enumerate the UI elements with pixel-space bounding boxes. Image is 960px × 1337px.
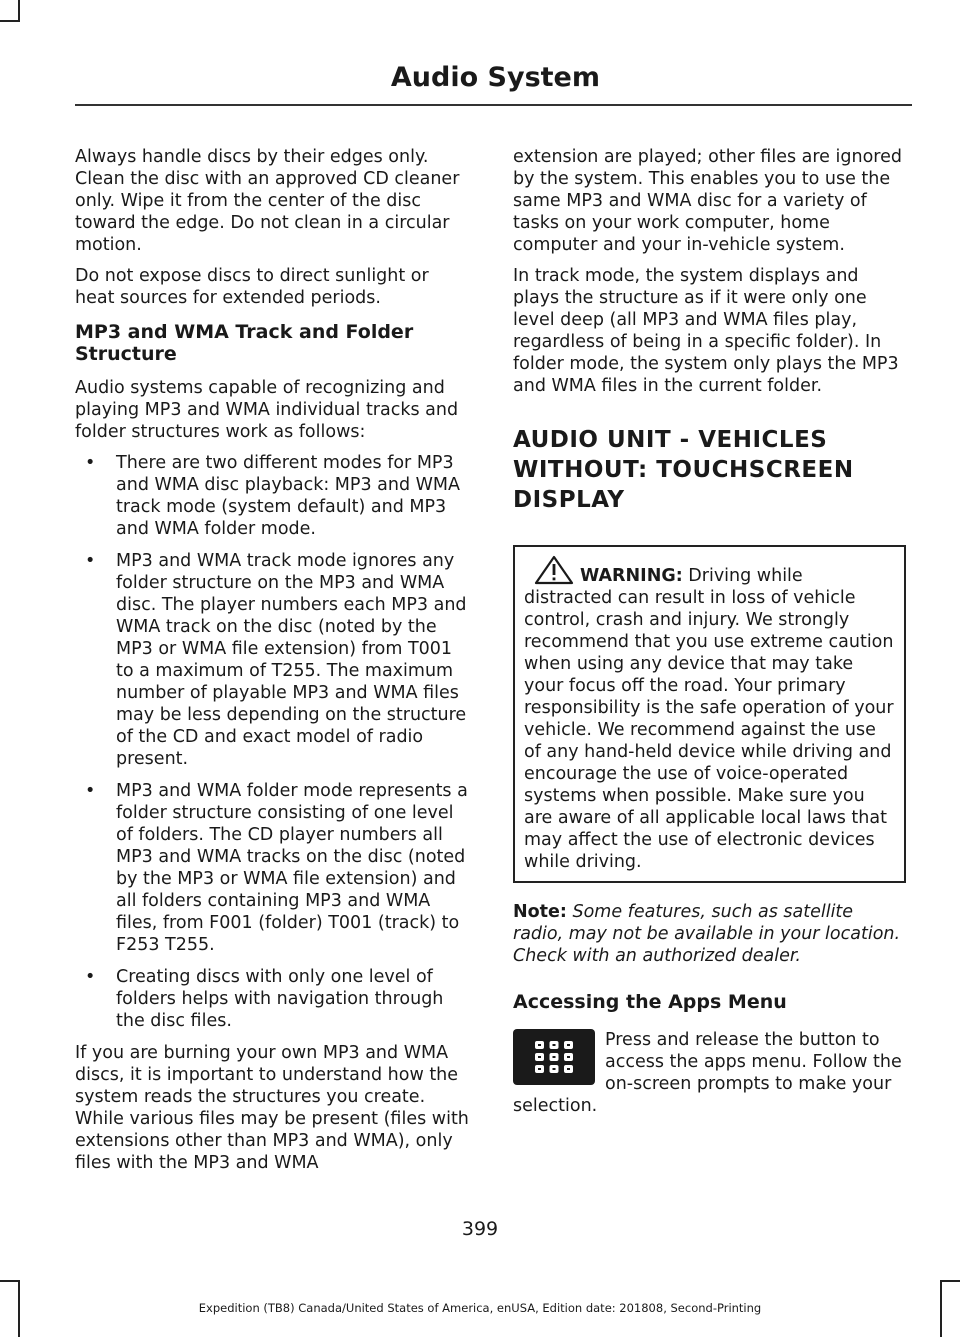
apps-menu-text: Press and release the button to access the apps menu. Follow the on-screen prompts to make your selection.	[513, 1030, 902, 1116]
header-divider	[75, 104, 912, 106]
disc-exposure-paragraph: Do not expose discs to direct sunlight or heat sources for extended periods.	[75, 266, 429, 308]
right-column	[513, 146, 906, 1126]
apps-menu-heading: Accessing the Apps Menu	[513, 991, 787, 1013]
apps-menu-instruction	[513, 1029, 906, 1117]
page-footer: Expedition (TB8) Canada/United States of America, enUSA, Edition date: 201808, Second-Printing	[198, 1301, 762, 1315]
mp3-wma-intro-paragraph: Audio systems capable of recognizing and playing MP3 and WMA individual tracks and folder structures work as follows:	[75, 378, 459, 442]
track-mode-paragraph: In track mode, the system displays and plays the structure as if it were only one level deep (all MP3 and WMA files play, regardless of being in a specific folder). In folder mode, the system only plays the MP3 and WMA files in the current folder.	[513, 266, 899, 396]
audio-unit-section-heading	[513, 425, 906, 515]
crop-mark-top-left-h	[0, 20, 20, 22]
apps-button-icon	[513, 1029, 595, 1085]
section-heading-line: AUDIO UNIT - VEHICLES	[513, 427, 828, 453]
crop-mark-bottom-left-h	[0, 1280, 20, 1282]
list-item: • There are two different modes for MP3 and WMA disc playback: MP3 and WMA track mode (system default) and MP3 and WMA folder mode.	[75, 452, 473, 540]
mp3-wma-bullet-list	[75, 452, 473, 1032]
burning-discs-paragraph: If you are burning your own MP3 and WMA discs, it is important to understand how the system reads the structures you create. While various files may be present (files with extensions other than MP3 and WMA), only files with the MP3 and WMA	[75, 1043, 469, 1173]
note-text: Some features, such as satellite radio, may not be available in your location. Check with an authorized dealer.	[513, 902, 901, 966]
note-paragraph	[513, 901, 906, 967]
page-number: 399	[461, 1218, 499, 1240]
section-heading-line: DISPLAY	[513, 487, 625, 513]
disc-handling-paragraph: Always handle discs by their edges only. Clean the disc with an approved CD cleaner only. Wipe it from the center of the disc toward the edge. Do not clean in a circular motion.	[75, 147, 460, 255]
list-item: • MP3 and WMA track mode ignores any folder structure on the MP3 and WMA disc. The player numbers each MP3 and WMA track on the disc (noted by the MP3 or WMA file extension) from T001 to a maximum of T255. The maximum number of playable MP3 and WMA files may be less depending on the structure of the CD and exact model of radio present.	[75, 550, 473, 770]
note-label: Note:	[513, 902, 567, 922]
warning-box	[513, 545, 906, 883]
warning-text: Driving while distracted can result in loss of vehicle control, crash and injury. We strongly recommend that you use extreme caution when using any device that may take your focus off the road. Your primary responsibility is the safe operation of your vehicle. We recommend against the use of any hand-held device while driving and encourage the use of voice-operated systems when possible. Make sure you are aware of all applicable local laws that may affect the use of electronic devices while driving.	[524, 566, 894, 872]
section-heading-line: WITHOUT: TOUCHSCREEN	[513, 457, 854, 483]
page-header-title: Audio System	[390, 62, 600, 93]
apps-grid-icon	[513, 1029, 595, 1085]
left-column	[75, 146, 473, 1183]
mp3-wma-structure-heading: MP3 and WMA Track and Folder Structure	[75, 321, 414, 365]
warning-triangle-icon	[534, 555, 574, 585]
crop-mark-bottom-right-h	[940, 1280, 960, 1282]
extension-paragraph: extension are played; other files are ignored by the system. This enables you to use the same MP3 and WMA disc for a variety of tasks on your work computer, home computer and your in-vehicle system.	[513, 147, 902, 255]
crop-mark-top-left-v	[18, 0, 20, 22]
warning-paragraph	[524, 555, 896, 873]
warning-label: WARNING:	[580, 566, 683, 586]
list-item: • MP3 and WMA folder mode represents a folder structure consisting of one level of folders. The CD player numbers all MP3 and WMA tracks on the disc (noted by the MP3 or WMA file extension) and all folders containing MP3 and WMA files, from F001 (folder) T001 (track) to F253 T255.	[75, 780, 473, 956]
list-item: • Creating discs with only one level of folders helps with navigation through the disc files.	[75, 966, 473, 1032]
